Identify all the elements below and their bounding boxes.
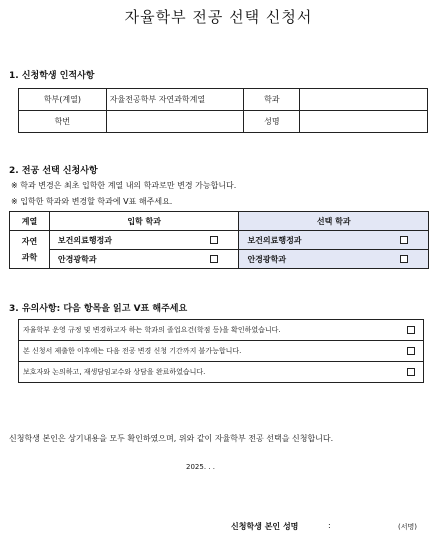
admitted-checkbox[interactable] [210, 255, 218, 263]
section2-heading: 2. 전공 선택 신청사항 [9, 166, 98, 176]
major-selection-table [9, 211, 429, 269]
selected-option[interactable] [239, 250, 429, 269]
section1-heading: 1. 신청학생 인적사항 [9, 71, 95, 81]
selected-checkbox[interactable] [400, 236, 408, 244]
selected-checkbox[interactable] [400, 255, 408, 263]
student-id-field[interactable] [106, 111, 244, 133]
col-selected: 선택 학과 [239, 212, 429, 231]
category-cell [10, 231, 50, 269]
notice-item[interactable] [19, 320, 424, 341]
selected-option-label: 안경광학과 [247, 254, 287, 264]
col-admitted: 입학 학과 [49, 212, 239, 231]
dept-label: 학부(계열) [19, 89, 107, 111]
signature-label: 신청학생 본인 성명 [231, 522, 299, 531]
note-dept-change: ※ 학과 변경은 최초 입학한 계열 내의 학과로만 변경 가능합니다. [11, 181, 237, 190]
notice-item[interactable] [19, 341, 424, 362]
notice-item-text: 본 신청서 제출한 이후에는 다음 전공 변경 신청 기간까지 불가능합니다. [23, 347, 242, 355]
selected-option[interactable] [239, 231, 429, 250]
name-field[interactable] [300, 111, 428, 133]
admitted-option[interactable] [49, 231, 239, 250]
selected-option-label: 보건의료행정과 [247, 235, 302, 245]
section3-heading: 3. 유의사항: 다음 항목을 읽고 V표 해주세요 [9, 304, 188, 314]
student-id-label: 학번 [19, 111, 107, 133]
confirmation-statement: 신청학생 본인은 상기내용을 모두 확인하였으며, 위와 같이 자율학부 전공 선택을 신청합니다. [9, 434, 334, 443]
notice-checkbox[interactable] [407, 347, 415, 355]
personal-info-table [18, 88, 428, 133]
admitted-checkbox[interactable] [210, 236, 218, 244]
major-field[interactable] [300, 89, 428, 111]
name-label: 성명 [244, 111, 300, 133]
admitted-option-label: 안경광학과 [57, 254, 97, 264]
category-line2: 과학 [21, 252, 38, 262]
admitted-option-label: 보건의료행정과 [57, 235, 113, 245]
notice-checklist-table [18, 319, 424, 383]
notice-checkbox[interactable] [407, 368, 415, 376]
signature-seal-label: (서명) [398, 523, 417, 531]
page-title: 자율학부 전공 선택 신청서 [124, 8, 313, 26]
notice-item[interactable] [19, 362, 424, 383]
category-line1: 자연 [21, 236, 38, 246]
date-field[interactable]: 2025. . . [186, 463, 215, 471]
note-check-mark: ※ 입학한 학과와 변경할 학과에 V표 해주세요. [11, 197, 173, 206]
major-label: 학과 [244, 89, 300, 111]
col-category: 계열 [10, 212, 50, 231]
admitted-option[interactable] [49, 250, 239, 269]
dept-field[interactable]: 자율전공학부 자연과학계열 [106, 89, 244, 111]
notice-item-text: 보호자와 논의하고, 재생담임교수와 상담을 완료하였습니다. [23, 368, 206, 376]
notice-item-text: 자율학부 운영 규정 및 변경하고자 하는 학과의 졸업요건(학점 등)을 확인하였습니다. [23, 326, 281, 334]
signature-colon: : [328, 521, 331, 530]
notice-checkbox[interactable] [407, 326, 415, 334]
